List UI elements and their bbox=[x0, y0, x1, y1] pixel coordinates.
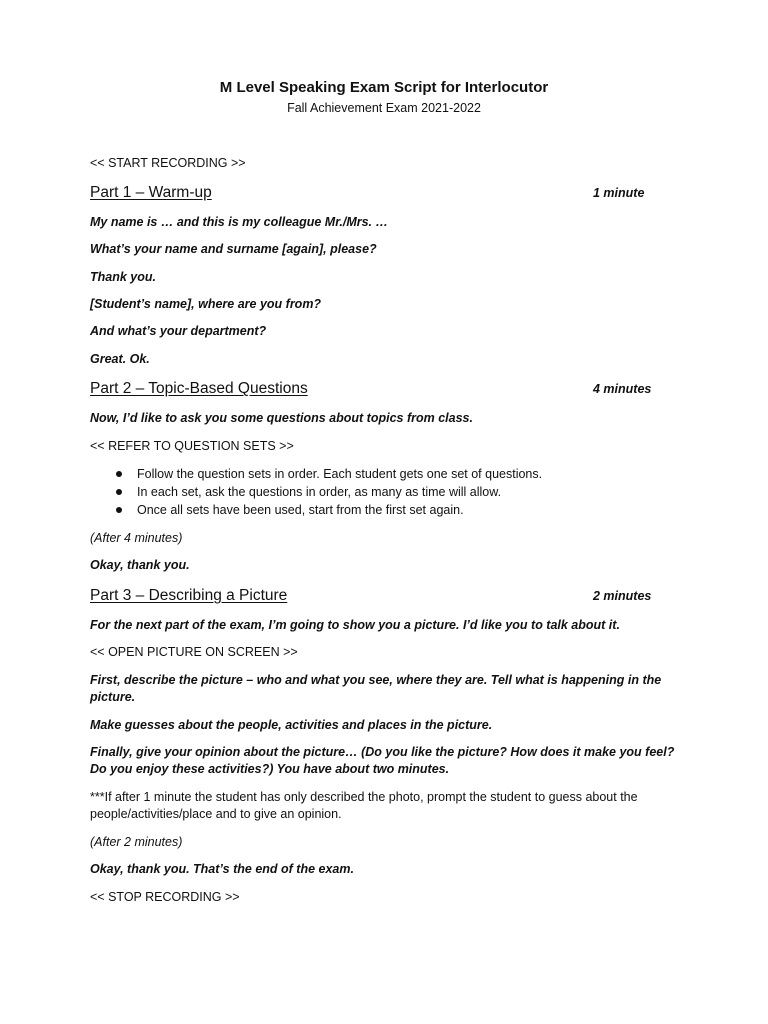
part3-prompt-note: ***If after 1 minute the student has only described the photo, prompt the student to guess about the people/activities/place and to give an opinion. bbox=[90, 790, 638, 821]
bullet-item bbox=[90, 501, 542, 519]
open-picture-instruction: << OPEN PICTURE ON SCREEN >> bbox=[90, 645, 298, 659]
question-sets-bullet-list bbox=[90, 465, 542, 519]
part1-line: [Student’s name], where are you from? bbox=[90, 297, 322, 311]
part1-line: My name is … and this is my colleague Mr./Mrs. … bbox=[90, 215, 389, 229]
part1-line: Great. Ok. bbox=[90, 352, 150, 366]
part2-closing: Okay, thank you. bbox=[90, 558, 190, 572]
part1-line: Thank you. bbox=[90, 270, 156, 284]
part3-after-time: (After 2 minutes) bbox=[90, 835, 183, 849]
part2-after-time: (After 4 minutes) bbox=[90, 531, 183, 545]
part3-opinion: Finally, give your opinion about the picture… (Do you like the picture? How does it make you feel? Do you enjoy these activities?) You have about two minutes. bbox=[90, 745, 675, 776]
part3-guesses: Make guesses about the people, activities and places in the picture. bbox=[90, 718, 493, 732]
bullet-text: In each set, ask the questions in order, as many as time will allow. bbox=[137, 485, 502, 499]
bullet-item bbox=[90, 465, 542, 483]
part2-heading: Part 2 – Topic-Based Questions bbox=[90, 380, 308, 397]
refer-to-question-sets-instruction: << REFER TO QUESTION SETS >> bbox=[90, 439, 294, 453]
part3-heading: Part 3 – Describing a Picture bbox=[90, 587, 288, 604]
bullet-item bbox=[90, 483, 542, 501]
part1-heading: Part 1 – Warm-up bbox=[90, 184, 212, 201]
start-recording-instruction: << START RECORDING >> bbox=[90, 156, 246, 170]
bullet-icon bbox=[116, 507, 122, 513]
part3-describe: First, describe the picture – who and what you see, where they are. Tell what is happening in the picture. bbox=[90, 673, 662, 704]
document-subtitle: Fall Achievement Exam 2021-2022 bbox=[287, 101, 481, 115]
stop-recording-instruction: << STOP RECORDING >> bbox=[90, 890, 240, 904]
part3-closing: Okay, thank you. That’s the end of the exam. bbox=[90, 862, 354, 876]
part1-line: What’s your name and surname [again], please? bbox=[90, 242, 377, 256]
document-title: M Level Speaking Exam Script for Interlocutor bbox=[219, 79, 549, 96]
bullet-text: Once all sets have been used, start from the first set again. bbox=[137, 503, 464, 517]
part3-intro: For the next part of the exam, I’m going to show you a picture. I’d like you to talk about it. bbox=[90, 618, 620, 632]
bullet-icon bbox=[116, 471, 122, 477]
part2-duration: 4 minutes bbox=[593, 382, 652, 396]
bullet-text: Follow the question sets in order. Each student gets one set of questions. bbox=[137, 467, 543, 481]
part1-line: And what’s your department? bbox=[90, 324, 267, 338]
part2-intro: Now, I’d like to ask you some questions about topics from class. bbox=[90, 411, 473, 425]
part3-duration: 2 minutes bbox=[593, 589, 652, 603]
part1-duration: 1 minute bbox=[593, 186, 645, 200]
bullet-icon bbox=[116, 489, 122, 495]
